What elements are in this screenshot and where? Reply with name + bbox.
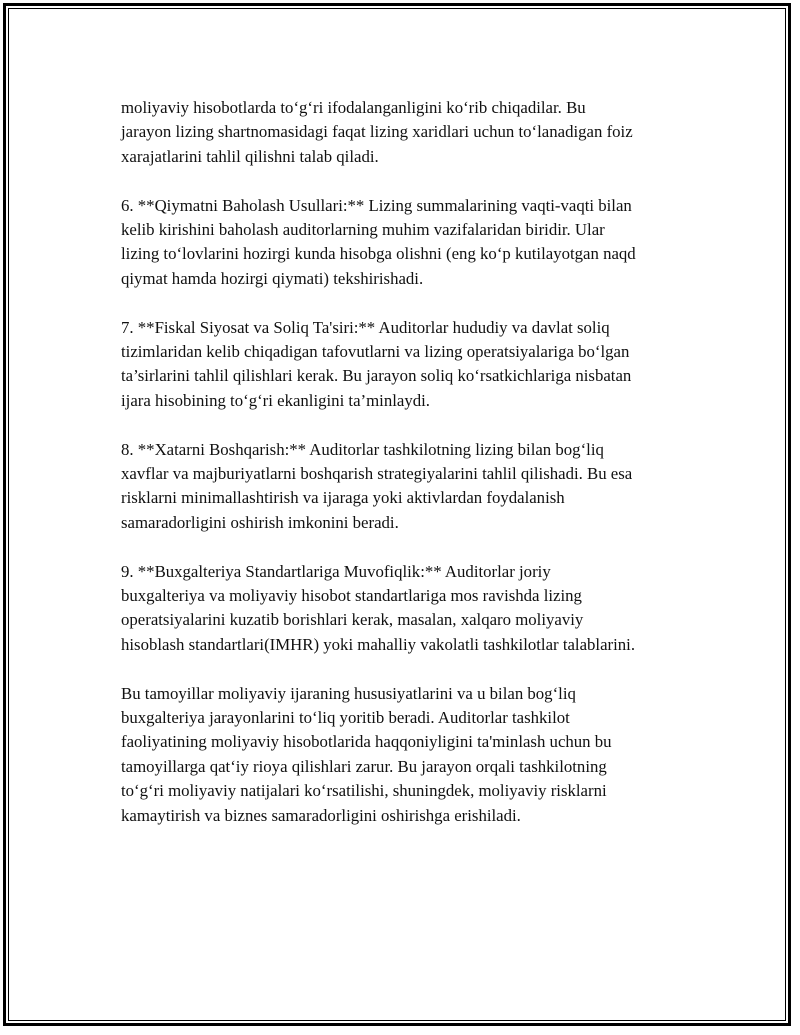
text-line: buxgalteriya va moliyaviy hisobot standartlariga mos ravishda lizing [121, 586, 582, 606]
text-line: 7. **Fiskal Siyosat va Soliq Ta'siri:** Auditorlar hududiy va davlat soliq [121, 317, 610, 337]
text-line: tizimlaridan kelib chiqadigan tafovutlarni va lizing operatsiyalariga bo‘lgan [121, 342, 630, 362]
text-line: tamoyillarga qat‘iy rioya qilishlari zarur. Bu jarayon orqali tashkilotning [121, 756, 607, 776]
text-line: 6. **Qiymatni Baholash Usullari:** Lizing summalarining vaqti-vaqti bilan [121, 195, 632, 215]
text-line: ta’sirlarini tahlil qilishlari kerak. Bu jarayon soliq ko‘rsatkichlariga nisbatan [121, 366, 632, 386]
text-line: ijara hisobining to‘g‘ri ekanligini ta’minlaydi. [121, 390, 430, 410]
text-line: qiymat hamda hozirgi qiymati) tekshirishadi. [121, 268, 424, 288]
text-line: hisoblash standartlari(IMHR) yoki mahalliy vakolatli tashkilotlar talablarini. [121, 634, 636, 654]
text-line: kelib kirishini baholash auditorlarning muhim vazifalaridan biridir. Ular [121, 220, 605, 240]
paragraph-item-9 [121, 560, 711, 658]
text-line: moliyaviy hisobotlarda to‘g‘ri ifodalanganligini ko‘rib chiqadilar. Bu [121, 98, 586, 117]
text-line: to‘g‘ri moliyaviy natijalari ko‘rsatilishi, shuningdek, moliyaviy risklarni [121, 781, 607, 801]
paragraph-item-7 [121, 316, 711, 414]
paragraph-conclusion [121, 682, 711, 828]
text-line: risklarni minimallashtirish va ijaraga yoki aktivlardan foydalanish [121, 488, 565, 508]
text-line: lizing to‘lovlarini hozirgi kunda hisobga olishni (eng ko‘p kutilayotgan naqd [121, 244, 636, 264]
text-line: kamaytirish va biznes samaradorligini oshirishga erishiladi. [121, 805, 521, 825]
paragraph-item-6 [121, 194, 711, 292]
paragraph-intro-continuation [121, 96, 711, 169]
text-line: operatsiyalarini kuzatib borishlari kerak, masalan, xalqaro moliyaviy [121, 610, 584, 630]
text-line: buxgalteriya jarayonlarini to‘liq yoritib beradi. Auditorlar tashkilot [121, 708, 570, 728]
text-line: samaradorligini oshirish imkonini beradi. [121, 512, 399, 532]
text-line: xarajatlarini tahlil qilishni talab qiladi. [121, 146, 379, 166]
document-body [121, 96, 711, 853]
page-frame [3, 3, 791, 1026]
text-line: Bu tamoyillar moliyaviy ijaraning hususiyatlarini va u bilan bog‘liq [121, 683, 576, 703]
paragraph-item-8 [121, 438, 711, 536]
text-line: jarayon lizing shartnomasidagi faqat lizing xaridlari uchun to‘lanadigan foiz [121, 122, 633, 142]
text-line: 9. **Buxgalteriya Standartlariga Muvofiqlik:** Auditorlar joriy [121, 561, 551, 581]
text-line: xavflar va majburiyatlarni boshqarish strategiyalarini tahlil qilishadi. Bu esa [121, 464, 633, 484]
text-line: 8. **Xatarni Boshqarish:** Auditorlar tashkilotning lizing bilan bog‘liq [121, 439, 604, 459]
text-line: faoliyatining moliyaviy hisobotlarida haqqoniyligini ta'minlash uchun bu [121, 732, 612, 752]
